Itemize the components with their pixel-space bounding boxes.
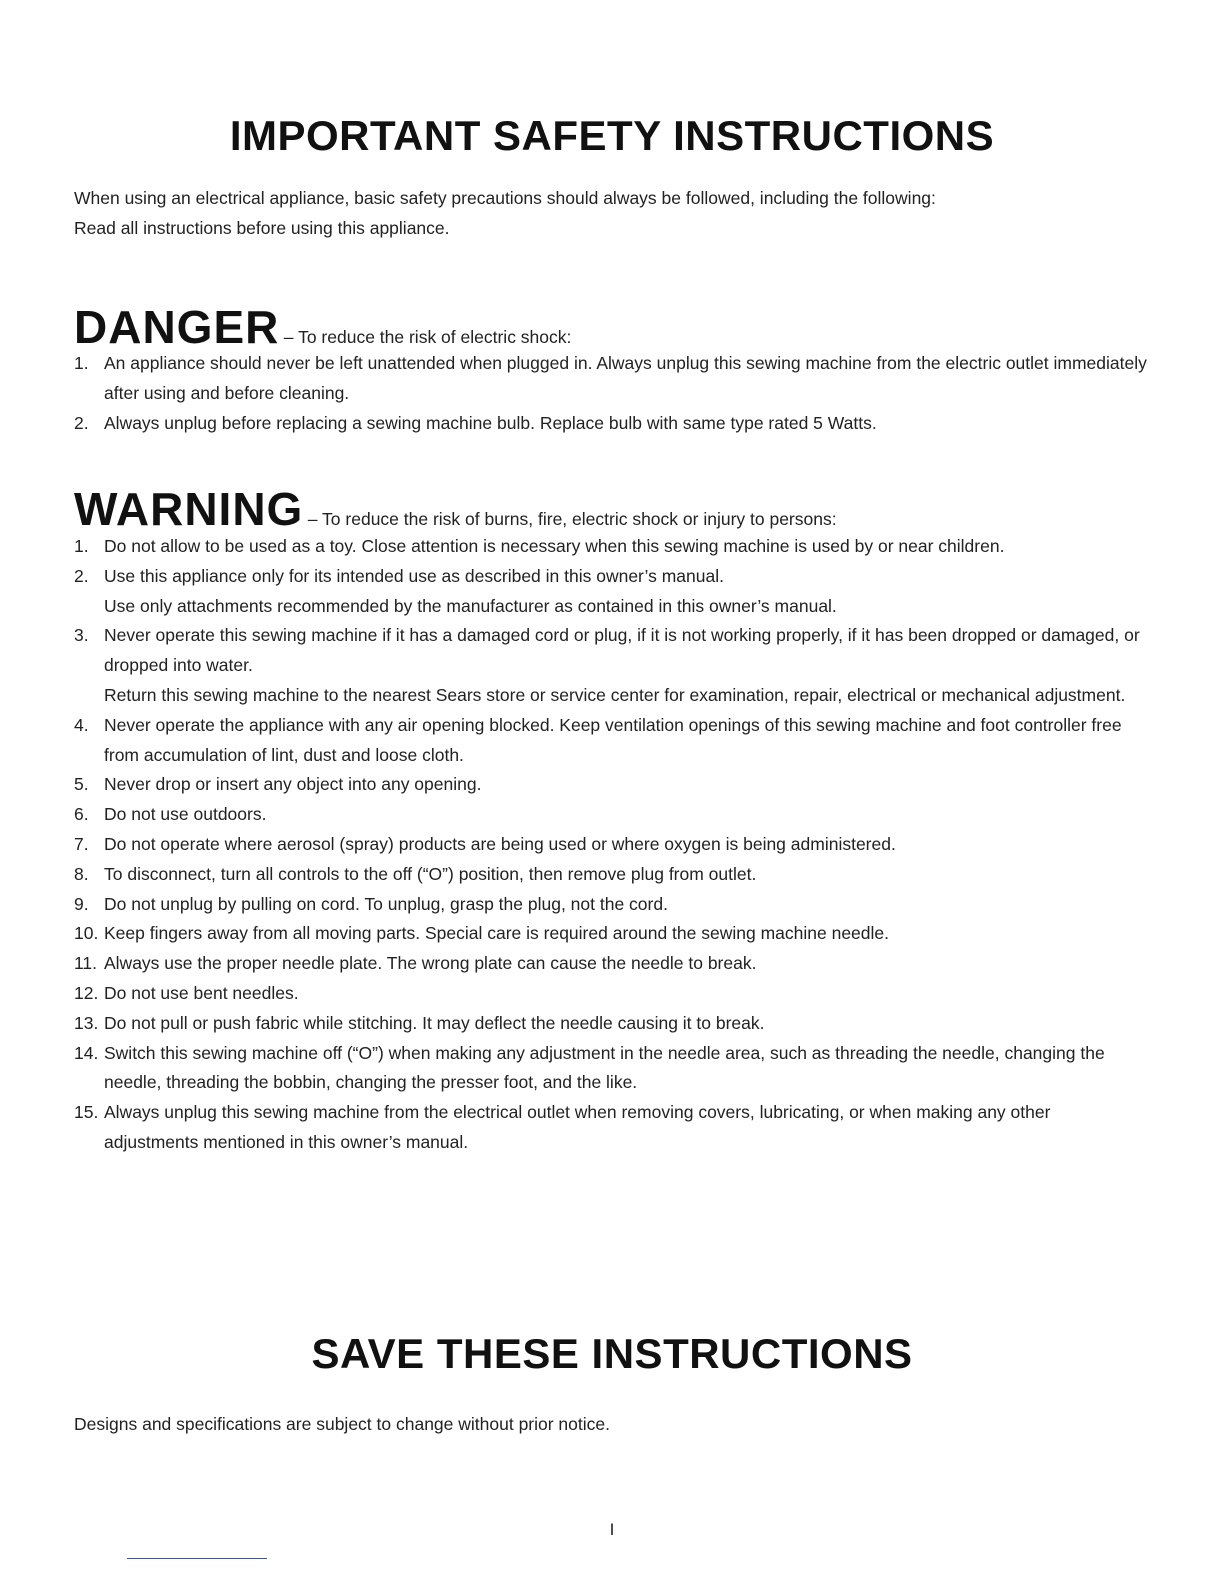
- item-line: Do not use bent needles.: [104, 982, 299, 1003]
- item-line: Never drop or insert any object into any opening.: [104, 774, 482, 795]
- item-text: [104, 949, 1149, 979]
- danger-list: [74, 349, 1149, 438]
- item-line: An appliance should never be left unattended when plugged in. Always unplug this sewing machine from the electric outlet immediately after using and before cleaning.: [104, 353, 1147, 403]
- item-number: 14.: [74, 1042, 99, 1063]
- warning-header: [74, 482, 837, 536]
- item-number: 11.: [74, 953, 98, 974]
- item-line: Do not unplug by pulling on cord. To unplug, grasp the plug, not the cord.: [104, 893, 668, 914]
- list-item: [74, 1098, 1149, 1158]
- list-item: [74, 1039, 1149, 1099]
- warning-heading: WARNING: [74, 483, 304, 535]
- item-line: Do not pull or push fabric while stitching. It may deflect the needle causing it to break.: [104, 1012, 765, 1033]
- item-number: 6.: [74, 804, 89, 825]
- item-text: [104, 919, 1149, 949]
- list-item: [74, 890, 1149, 920]
- item-number: 1.: [74, 353, 89, 373]
- list-item: [74, 830, 1149, 860]
- item-text: [104, 532, 1149, 562]
- item-number: 2.: [74, 565, 89, 586]
- item-text: [104, 349, 1149, 409]
- item-text: [104, 562, 1149, 622]
- item-line: Keep fingers away from all moving parts. Special care is required around the sewing machine needle.: [104, 923, 890, 944]
- item-line: Never operate this sewing machine if it has a damaged cord or plug, if it is not working properly, if it has been dropped or damaged, or dropped into water.: [104, 625, 1140, 676]
- list-item: [74, 621, 1149, 710]
- item-line: Do not allow to be used as a toy. Close attention is necessary when this sewing machine is used by or near children.: [104, 536, 1005, 556]
- item-number: 15.: [74, 1102, 99, 1123]
- item-number: 4.: [74, 714, 89, 735]
- item-line: Always use the proper needle plate. The wrong plate can cause the needle to break.: [104, 953, 757, 974]
- item-line: Do not operate where aerosol (spray) products are being used or where oxygen is being administered.: [104, 833, 896, 854]
- list-item: [74, 979, 1149, 1009]
- item-line: Always unplug this sewing machine from the electrical outlet when removing covers, lubricating, or when making any other adjustments mentioned in this owner’s manual.: [104, 1102, 1051, 1152]
- footer-rule: [127, 1558, 267, 1559]
- item-number: 13.: [74, 1012, 99, 1033]
- item-number: 7.: [74, 833, 89, 854]
- item-number: 9.: [74, 893, 89, 914]
- intro-line: Read all instructions before using this appliance.: [74, 217, 450, 238]
- intro-line: When using an electrical appliance, basic safety precautions should always be followed, including the following:: [74, 188, 936, 208]
- save-title: SAVE THESE INSTRUCTIONS: [311, 1330, 913, 1377]
- item-text: [104, 1039, 1149, 1099]
- list-item: [74, 800, 1149, 830]
- item-text: [104, 830, 1149, 860]
- item-number: 2.: [74, 412, 89, 433]
- warning-list: [74, 532, 1149, 1158]
- danger-subtitle: – To reduce the risk of electric shock:: [283, 327, 572, 347]
- item-text: [104, 621, 1149, 710]
- list-item: [74, 711, 1149, 771]
- list-item: [74, 532, 1149, 562]
- item-line: To disconnect, turn all controls to the off (“O”) position, then remove plug from outlet.: [104, 863, 757, 884]
- item-text: [104, 1098, 1149, 1158]
- item-number: 8.: [74, 863, 89, 884]
- item-number: 3.: [74, 625, 89, 646]
- item-line: Use only attachments recommended by the manufacturer as contained in this owner’s manual.: [104, 595, 837, 616]
- intro: [74, 184, 1154, 243]
- list-item: [74, 949, 1149, 979]
- list-item: [74, 562, 1149, 622]
- item-number: 10.: [74, 923, 99, 944]
- item-text: [104, 1009, 1149, 1039]
- item-line: Use this appliance only for its intended use as described in this owner’s manual.: [104, 565, 724, 586]
- item-text: [104, 800, 1149, 830]
- item-text: [104, 890, 1149, 920]
- item-line: Return this sewing machine to the nearest Sears store or service center for examination, repair, electrical or mechanical adjustment.: [104, 684, 1126, 705]
- item-text: [104, 770, 1149, 800]
- item-number: 12.: [74, 982, 99, 1003]
- item-text: [104, 711, 1149, 771]
- warning-subtitle: – To reduce the risk of burns, fire, electric shock or injury to persons:: [307, 509, 837, 529]
- page-number: I: [609, 1520, 615, 1539]
- list-item: [74, 770, 1149, 800]
- item-text: [104, 860, 1149, 890]
- list-item: [74, 860, 1149, 890]
- item-line: Switch this sewing machine off (“O”) when making any adjustment in the needle area, such as threading the needle, changing the needle, threading the bobbin, changing the presser foot, and the like.: [104, 1042, 1105, 1093]
- danger-heading: DANGER: [74, 301, 280, 353]
- page-title: IMPORTANT SAFETY INSTRUCTIONS: [229, 112, 995, 159]
- item-text: [104, 409, 1149, 439]
- list-item: [74, 409, 1149, 439]
- list-item: [74, 349, 1149, 409]
- item-text: [104, 979, 1149, 1009]
- item-line: Always unplug before replacing a sewing machine bulb. Replace bulb with same type rated 5 Watts.: [104, 412, 877, 433]
- item-line: Do not use outdoors.: [104, 804, 267, 825]
- item-number: 5.: [74, 774, 89, 795]
- item-number: 1.: [74, 536, 89, 556]
- list-item: [74, 919, 1149, 949]
- danger-header: [74, 300, 571, 354]
- footer-note: Designs and specifications are subject to change without prior notice.: [74, 1414, 610, 1434]
- list-item: [74, 1009, 1149, 1039]
- item-line: Never operate the appliance with any air opening blocked. Keep ventilation openings of this sewing machine and foot controller free from accumulation of lint, dust and loose cloth.: [104, 714, 1122, 765]
